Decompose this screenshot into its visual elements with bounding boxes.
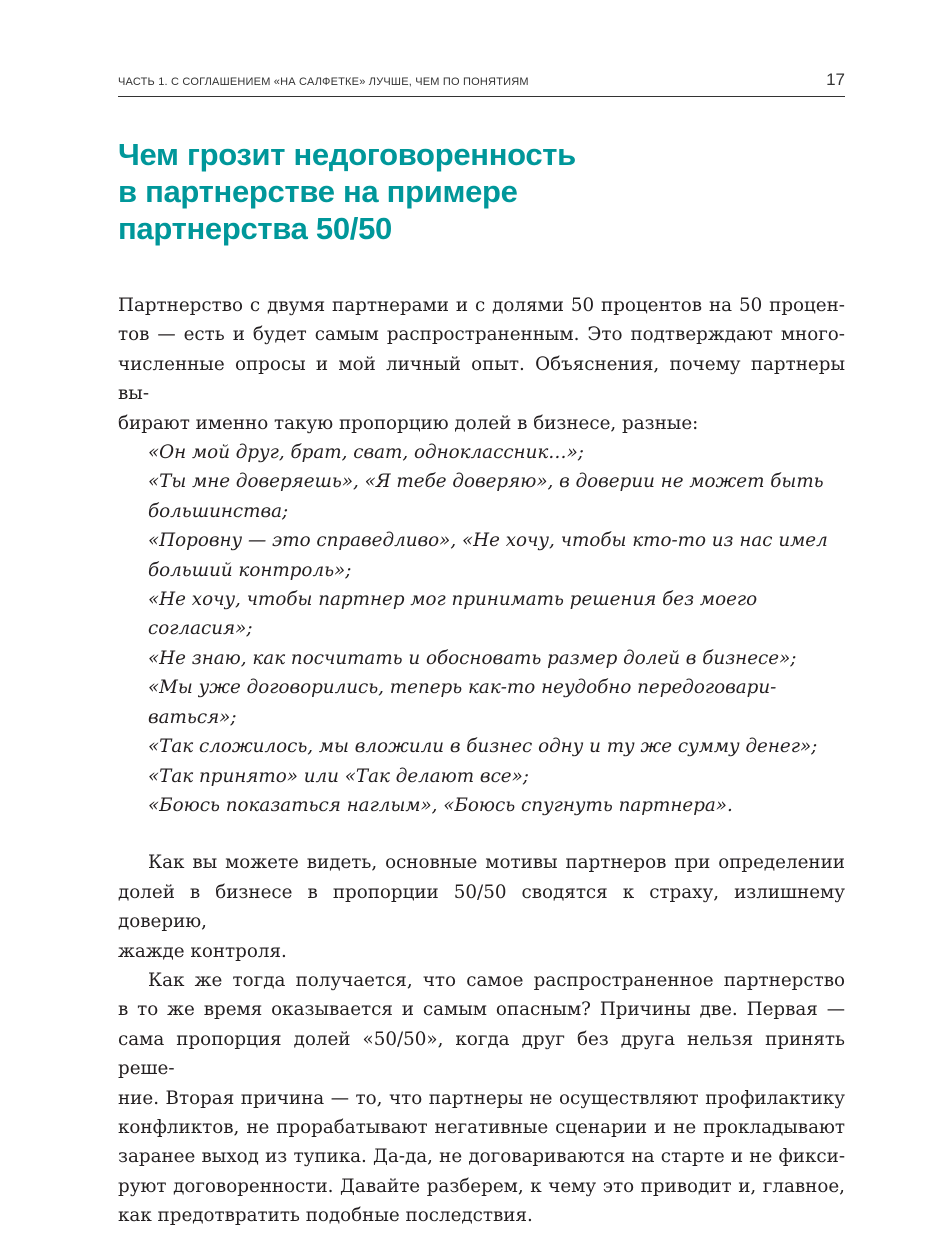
text-line: тов — есть и будет самым распространенным. Это подтверждают много- <box>118 324 845 346</box>
quote-line: большинства; <box>148 500 289 522</box>
text-line: конфликтов, не прорабатывают негативные сценарии и не прокладывают <box>118 1116 845 1138</box>
quote-line: «Боюсь показаться наглым», «Боюсь спугнуть партнера». <box>148 794 733 816</box>
text-line: бирают именно такую пропорцию долей в бизнесе, разные: <box>118 412 699 434</box>
paragraph-1 <box>118 291 845 438</box>
text-line: Как же тогда получается, что самое распространенное партнерство <box>148 969 845 991</box>
title-line: Чем грозит недоговоренность <box>118 137 576 172</box>
title-line: партнерства 50/50 <box>118 211 392 246</box>
quote-line: «Поровну — это справедливо», «Не хочу, чтобы кто-то из нас имел <box>148 530 828 552</box>
quote-line: согласия»; <box>148 618 253 640</box>
text-line: ние. Вторая причина — то, что партнеры не осуществляют профилактику <box>118 1087 845 1109</box>
text-line: как предотвратить подобные последствия. <box>118 1205 533 1227</box>
paragraph-3 <box>118 966 845 1231</box>
running-header <box>118 70 845 97</box>
quote-line: «Так сложилось, мы вложили в бизнес одну и ту же сумму денег»; <box>148 736 818 758</box>
title-line: в партнерстве на примере <box>118 174 518 209</box>
text-line: руют договоренности. Давайте разберем, к чему это приводит и, главное, <box>118 1175 845 1197</box>
quote-line: ваться»; <box>148 706 237 728</box>
text-line: долей в бизнесе в пропорции 50/50 сводятся к страху, излишнему доверию, <box>118 881 845 933</box>
running-title: ЧАСТЬ 1. С СОГЛАШЕНИЕМ «НА САЛФЕТКЕ» ЛУЧШЕ, ЧЕМ ПО ПОНЯТИЯМ <box>118 76 529 88</box>
quote-line: больший контроль»; <box>148 559 352 581</box>
text-line: жажде контроля. <box>118 940 287 962</box>
quote-line: «Так принято» или «Так делают все»; <box>148 765 529 787</box>
text-line: сама пропорция долей «50/50», когда друг без друга нельзя принять реше- <box>118 1028 845 1080</box>
page-number: 17 <box>826 70 845 89</box>
quote-line: «Мы уже договорились, теперь как-то неудобно передоговари- <box>148 677 777 699</box>
text-line: в то же время оказывается и самым опасным? Причины две. Первая — <box>118 999 845 1021</box>
quote-line: «Не хочу, чтобы партнер мог принимать решения без моего <box>148 589 758 611</box>
text-line: Партнерство с двумя партнерами и с долями 50 процентов на 50 процен- <box>118 295 845 316</box>
quote-line: «Не знаю, как посчитать и обосновать размер долей в бизнесе»; <box>148 647 797 669</box>
text-line: Как вы можете видеть, основные мотивы партнеров при определении <box>148 852 845 874</box>
quote-line: «Ты мне доверяешь», «Я тебе доверяю», в доверии не может быть <box>148 471 824 493</box>
text-line: численные опросы и мой личный опыт. Объяснения, почему партнеры вы- <box>118 353 845 405</box>
body-text <box>118 291 845 1231</box>
text-line: заранее выход из тупика. Да-да, не договариваются на старте и не фикси- <box>118 1146 845 1168</box>
paragraph-2 <box>118 848 845 966</box>
quote-list <box>118 438 845 820</box>
section-title <box>118 136 576 247</box>
quote-line: «Он мой друг, брат, сват, одноклассник…»; <box>148 442 584 464</box>
